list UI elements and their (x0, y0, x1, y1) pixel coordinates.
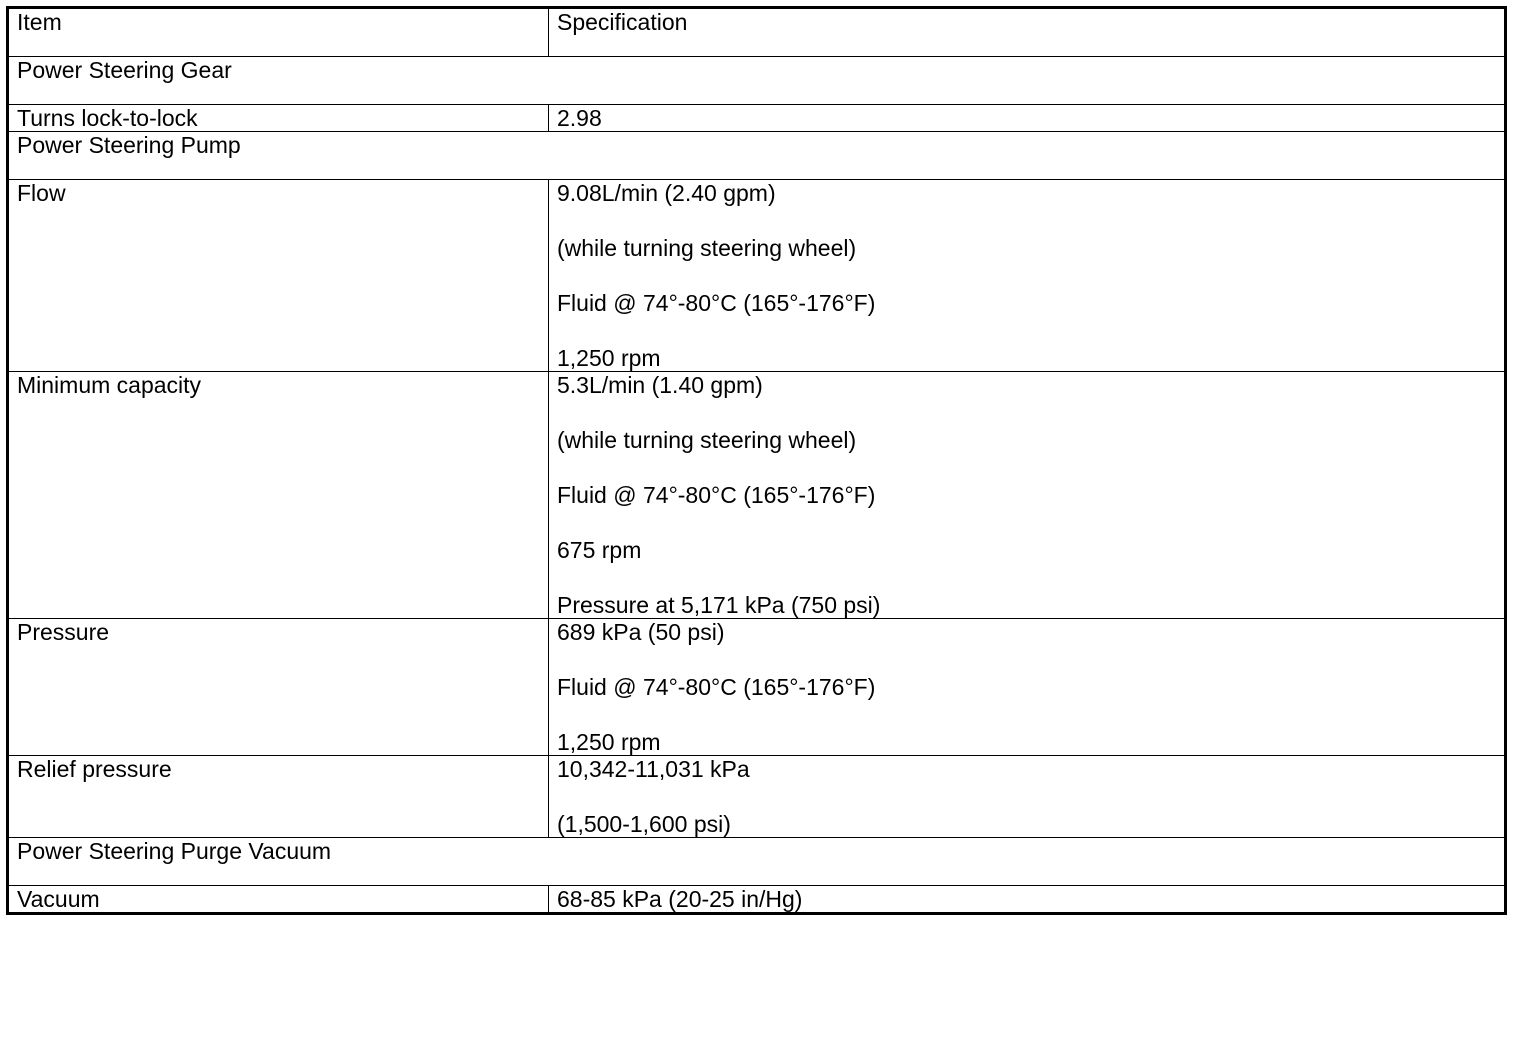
spec-cell (549, 372, 1506, 619)
item-cell: Relief pressure (8, 756, 549, 838)
item-cell: Vacuum (8, 886, 549, 914)
spec-line: 2.98 (557, 105, 602, 131)
spec-line: Fluid @ 74°-80°C (165°-176°F) (557, 482, 876, 508)
item-cell: Minimum capacity (8, 372, 549, 619)
table-row (8, 372, 1506, 619)
table-row (8, 756, 1506, 838)
spec-line: (while turning steering wheel) (557, 235, 857, 261)
spec-line: 5.3L/min (1.40 gpm) (557, 372, 763, 398)
table-header-row (8, 8, 1506, 57)
section-title: Power Steering Pump (8, 132, 1506, 180)
spec-line: (while turning steering wheel) (557, 427, 857, 453)
spec-cell (549, 180, 1506, 372)
spec-line: Fluid @ 74°-80°C (165°-176°F) (557, 290, 876, 316)
spec-line: (1,500-1,600 psi) (557, 811, 731, 837)
section-row (8, 57, 1506, 105)
spec-line: 1,250 rpm (557, 729, 661, 755)
item-cell: Flow (8, 180, 549, 372)
section-title: Power Steering Purge Vacuum (8, 838, 1506, 886)
spec-line: 10,342-11,031 kPa (557, 756, 750, 782)
table-row (8, 886, 1506, 914)
section-row (8, 132, 1506, 180)
item-cell: Turns lock-to-lock (8, 105, 549, 132)
spec-cell (549, 756, 1506, 838)
header-specification: Specification (549, 8, 1506, 57)
specification-table (6, 6, 1507, 915)
spec-line: 68-85 kPa (20-25 in/Hg) (557, 886, 803, 912)
spec-line: 9.08L/min (2.40 gpm) (557, 180, 776, 206)
spec-line: 675 rpm (557, 537, 642, 563)
spec-cell (549, 619, 1506, 756)
table-row (8, 619, 1506, 756)
spec-line: 1,250 rpm (557, 345, 661, 371)
section-title: Power Steering Gear (8, 57, 1506, 105)
spec-line: Fluid @ 74°-80°C (165°-176°F) (557, 674, 876, 700)
spec-cell (549, 105, 1506, 132)
spec-line: 689 kPa (50 psi) (557, 619, 725, 645)
header-item: Item (8, 8, 549, 57)
table-row (8, 105, 1506, 132)
table-row (8, 180, 1506, 372)
section-row (8, 838, 1506, 886)
item-cell: Pressure (8, 619, 549, 756)
spec-cell (549, 886, 1506, 914)
spec-line: Pressure at 5,171 kPa (750 psi) (557, 592, 881, 618)
